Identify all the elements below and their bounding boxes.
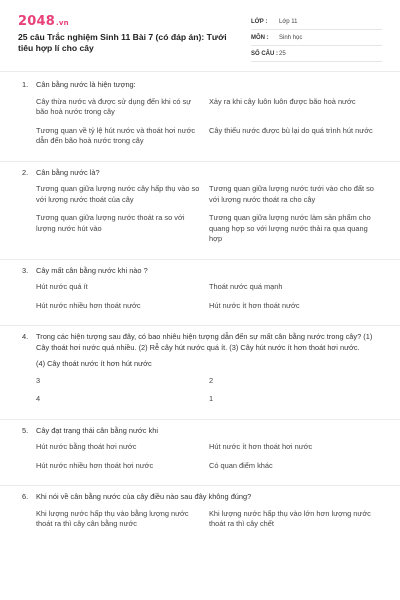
answer-option[interactable]: Cây thiếu nước được bù lại do quá trình hút nước bbox=[209, 125, 373, 135]
question-divider bbox=[0, 485, 400, 486]
question-number: 3. bbox=[22, 265, 29, 275]
answer-options bbox=[36, 442, 382, 479]
question-divider bbox=[0, 161, 400, 162]
answer-option[interactable]: Tương quan giữa lượng nước thoát ra so với lượng nước hút vào bbox=[36, 213, 185, 233]
header-divider bbox=[0, 71, 400, 72]
meta-row-subject bbox=[251, 30, 382, 46]
question-extra-text: (4) Cây thoát nước ít hơn hút nước bbox=[36, 359, 152, 368]
answer-options bbox=[36, 376, 382, 413]
answer-option[interactable]: 2 bbox=[209, 375, 214, 385]
question-text: Trong các hiện tượng sau đây, có bao nhiêu hiện tượng dẫn đến sự mất cân bằng nước trong cây? (1) Cây thoát hơi nước quá nhiều. (2) Rễ cây hút nước quá ít. (3) Cây hút nước ít hơn thoát hơi nước. bbox=[36, 332, 373, 352]
question-number: 6. bbox=[22, 492, 29, 501]
answer-option[interactable]: Có quan điểm khác bbox=[209, 460, 273, 470]
answer-option[interactable]: Tương quan về tỷ lệ hút nước và thoát hơi nước dẫn đến bão hoà nước trong cây bbox=[36, 125, 196, 145]
question-4 bbox=[22, 332, 382, 413]
answer-option[interactable]: Cây thừa nước và được sử dụng đến khi có sự bão hoà nước trong cây bbox=[36, 96, 192, 116]
question-text: Cây đạt trạng thái cân bằng nước khi bbox=[36, 425, 158, 435]
meta-row-count bbox=[251, 46, 382, 62]
document-title: 25 câu Trắc nghiệm Sinh 11 Bài 7 (có đáp án): Tưới tiêu hợp lí cho cây bbox=[18, 32, 227, 53]
question-number: 5. bbox=[22, 425, 29, 435]
question-list bbox=[22, 80, 382, 544]
meta-label: SỐ CÂU : bbox=[251, 50, 278, 57]
answer-option[interactable]: Khi lượng nước hấp thụ vào bằng lượng nước thoát ra thì cây cân bằng nước bbox=[36, 508, 189, 528]
question-1 bbox=[22, 80, 382, 155]
answer-option[interactable]: Tương quan giữa lượng nước tưới vào cho đất so với lượng nước thoát ra cho cây bbox=[209, 184, 374, 204]
question-text: Cân bằng nước là hiện tượng: bbox=[36, 80, 136, 89]
answer-option[interactable]: Hút nước nhiều hơn thoát hơi nước bbox=[36, 460, 154, 470]
question-text: Cây mất cân bằng nước khi nào ? bbox=[36, 265, 148, 275]
logo-main: 2048 bbox=[18, 14, 55, 29]
meta-table bbox=[251, 14, 382, 62]
question-number: 1. bbox=[22, 80, 29, 89]
answer-option[interactable]: 4 bbox=[36, 394, 41, 403]
answer-option[interactable]: Hút nước nhiều hơn thoát nước bbox=[36, 300, 141, 310]
question-text: Khi nói về cân bằng nước của cây điều nào sau đây không đúng? bbox=[36, 492, 252, 501]
answer-option[interactable]: Hút nước quá ít bbox=[36, 282, 88, 291]
question-divider bbox=[0, 325, 400, 326]
answer-option[interactable]: Thoát nước quá mạnh bbox=[209, 282, 283, 291]
answer-option[interactable]: Tương quan giữa lượng nước làm sản phẩm cho quang hợp so với lượng nước thải ra qua quang hợp bbox=[209, 213, 371, 243]
question-6 bbox=[22, 492, 382, 538]
answer-option[interactable]: Xảy ra khi cây luôn luôn được bão hoà nước bbox=[209, 96, 356, 106]
answer-option[interactable]: Hút nước bằng thoát hơi nước bbox=[36, 442, 137, 451]
answer-option[interactable]: Hút nước ít hơn thoát nước bbox=[209, 300, 300, 310]
question-text: Cân bằng nước là? bbox=[36, 167, 100, 177]
question-divider bbox=[0, 419, 400, 420]
meta-value: 25 bbox=[279, 50, 286, 57]
site-logo[interactable] bbox=[18, 14, 69, 29]
header bbox=[18, 14, 382, 62]
logo-suffix: .vn bbox=[55, 19, 69, 27]
question-number: 4. bbox=[22, 332, 29, 341]
answer-options bbox=[36, 97, 382, 155]
meta-value: Lớp 11 bbox=[279, 18, 298, 25]
question-2 bbox=[22, 168, 382, 253]
answer-option[interactable]: 1 bbox=[209, 394, 214, 403]
answer-option[interactable]: Khi lượng nước hấp thụ vào lớn hơn lượng nước thoát ra thì cây chết bbox=[209, 508, 371, 528]
answer-option[interactable]: 3 bbox=[36, 375, 41, 385]
meta-label: LỚP : bbox=[251, 18, 268, 25]
meta-value: Sinh học bbox=[279, 34, 303, 41]
answer-option[interactable]: Tương quan giữa lượng nước cây hấp thụ vào so với lượng nước thoát của cây bbox=[36, 184, 200, 204]
question-5 bbox=[22, 426, 382, 480]
meta-label: MÔN : bbox=[251, 34, 269, 41]
question-divider bbox=[0, 259, 400, 260]
answer-options bbox=[36, 509, 382, 538]
answer-option[interactable]: Hút nước ít hơn thoát hơi nước bbox=[209, 442, 313, 451]
question-3 bbox=[22, 266, 382, 320]
answer-options bbox=[36, 282, 382, 319]
answer-options bbox=[36, 184, 382, 253]
meta-row-class bbox=[251, 14, 382, 30]
question-number: 2. bbox=[22, 167, 29, 177]
